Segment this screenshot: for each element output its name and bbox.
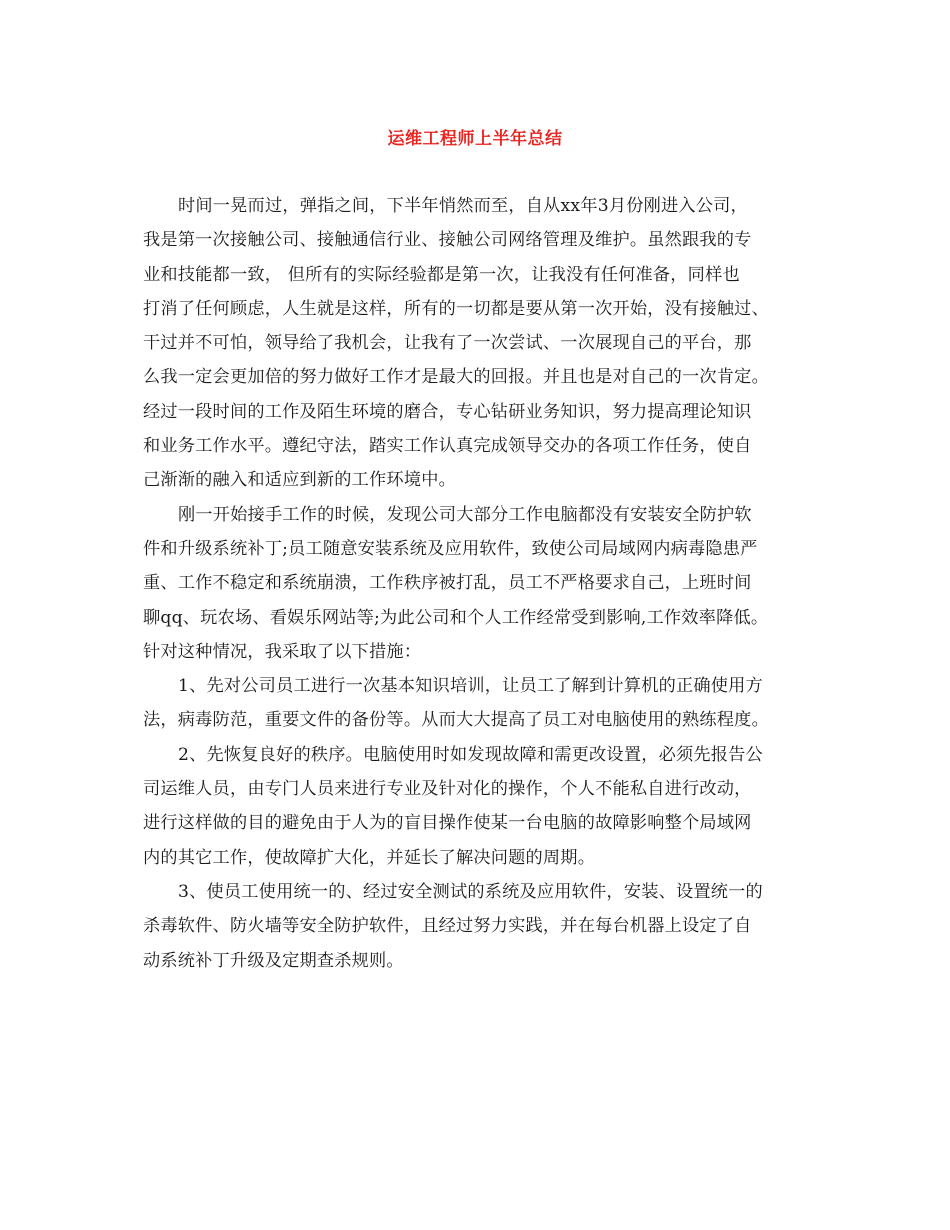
body-line: 内的其它工作，使故障扩大化，并延长了解决问题的周期。 — [143, 847, 596, 868]
document-body — [143, 189, 813, 978]
body-line: 时间一晃而过，弹指之间，下半年悄然而至，自从xx年3月份刚进入公司， — [178, 196, 748, 216]
body-line: 司运维人员，由专门人员来进行专业及针对化的操作，个人不能私自进行改动， — [143, 779, 752, 800]
body-line: 刚一开始接手工作的时候，发现公司大部分工作电脑都没有安装安全防护软 — [178, 504, 752, 525]
body-line: 聊qq、玩农场、看娱乐网站等;为此公司和个人工作经常受到影响,工作效率降低。 — [143, 607, 769, 628]
body-line: 杀毒软件、防火墙等安全防护软件，且经过努力实践，并在每台机器上设定了自 — [143, 916, 752, 937]
body-line: 己渐渐的融入和适应到新的工作环境中。 — [143, 470, 456, 491]
body-line: 2、先恢复良好的秩序。电脑使用时如发现故障和需更改设置，必须先报告公 — [178, 744, 763, 765]
body-line: 么我一定会更加倍的努力做好工作才是最大的回报。并且也是对自己的一次肯定。 — [143, 367, 769, 388]
body-line: 业和技能都一致， 但所有的实际经验都是第一次，让我没有任何准备，同样也 — [143, 264, 740, 285]
body-line: 进行这样做的目的避免由于人为的盲目操作使某一台电脑的故障影响整个局域网 — [143, 813, 752, 834]
body-line: 经过一段时间的工作及陌生环境的磨合，专心钻研业务知识，努力提高理论知识 — [143, 401, 752, 422]
body-line: 针对这种情况，我采取了以下措施： — [143, 641, 422, 662]
body-line: 1、先对公司员工进行一次基本知识培训，让员工了解到计算机的正确使用方 — [178, 676, 763, 697]
body-line: 重、工作不稳定和系统崩溃，工作秩序被打乱，员工不严格要求自己，上班时间 — [143, 573, 752, 594]
body-line: 法，病毒防范，重要文件的备份等。从而大大提高了员工对电脑使用的熟练程度。 — [143, 710, 769, 731]
body-line: 我是第一次接触公司、接触通信行业、接触公司网络管理及维护。虽然跟我的专 — [143, 230, 752, 251]
body-line: 3、使员工使用统一的、经过安全测试的系统及应用软件，安装、设置统一的 — [178, 881, 763, 902]
body-line: 和业务工作水平。遵纪守法，踏实工作认真完成领导交办的各项工作任务，使自 — [143, 436, 752, 457]
document-title: 运维工程师上半年总结 — [387, 129, 563, 149]
body-line: 干过并不可怕，领导给了我机会，让我有了一次尝试、一次展现自己的平台，那 — [143, 333, 752, 354]
body-line: 动系统补丁升级及定期查杀规则。 — [143, 950, 404, 971]
body-line: 打消了任何顾虑，人生就是这样，所有的一切都是要从第一次开始，没有接触过、 — [143, 298, 769, 319]
body-line: 件和升级系统补丁;员工随意安装系统及应用软件，致使公司局域网内病毒隐患严 — [143, 538, 758, 559]
